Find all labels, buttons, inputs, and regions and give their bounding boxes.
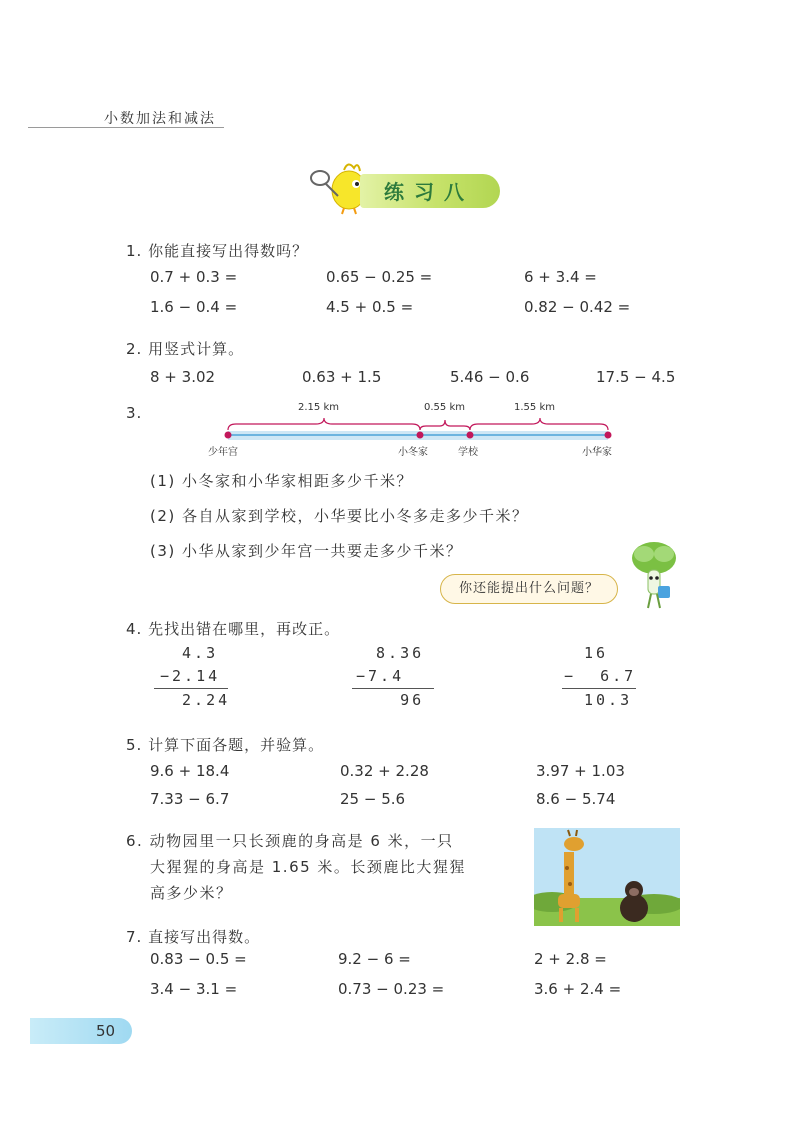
distance-label-3: 1.55 km (514, 402, 555, 413)
q4c-top: 16 (584, 644, 609, 662)
q4b-result: 96 (364, 691, 425, 709)
giraffe-gorilla-illustration (534, 828, 680, 926)
q6-line2: 大猩猩的身高是 1.65 米。长颈鹿比大猩猩 (150, 858, 466, 876)
q5-heading: 5. 计算下面各题，并验算。 (126, 736, 325, 754)
q7-item: 0.73 − 0.23 = (338, 980, 445, 998)
q4b-rule (352, 688, 434, 689)
place-label-xiaohua-home: 小华家 (582, 447, 612, 458)
header-divider (28, 127, 224, 128)
q3-sub3: (3) 小华从家到少年宫一共要走多少千米？ (150, 542, 463, 560)
q4b-top: 8.36 (364, 644, 425, 662)
q2-item: 17.5 − 4.5 (596, 368, 676, 386)
point-school (467, 432, 474, 439)
q3-number: 3. (126, 404, 143, 422)
q1-item: 0.82 − 0.42 = (524, 298, 631, 316)
q7-item: 9.2 − 6 = (338, 950, 411, 968)
q6-line1: 6. 动物园里一只长颈鹿的身高是 6 米，一只 (126, 832, 454, 850)
point-xiaodong-home (417, 432, 424, 439)
q7-item: 2 + 2.8 = (534, 950, 607, 968)
point-xiaohua-home (605, 432, 612, 439)
q7-item: 3.4 − 3.1 = (150, 980, 238, 998)
brace-segment-2 (420, 420, 470, 430)
q7-item: 0.83 − 0.5 = (150, 950, 247, 968)
q2-item: 8 + 3.02 (150, 368, 216, 386)
q6-line3: 高多少米？ (150, 884, 233, 902)
place-label-shaoniangong: 少年宫 (208, 447, 238, 458)
q4a-subtrahend: −2.14 (160, 667, 221, 685)
q5-item: 0.32 + 2.28 (340, 762, 429, 780)
q1-item: 0.65 − 0.25 = (326, 268, 433, 286)
place-label-xiaodong-home: 小冬家 (398, 447, 428, 458)
q7-heading: 7. 直接写出得数。 (126, 928, 261, 946)
q2-item: 0.63 + 1.5 (302, 368, 382, 386)
q7-item: 3.6 + 2.4 = (534, 980, 622, 998)
q5-item: 7.33 − 6.7 (150, 790, 230, 808)
q5-item: 9.6 + 18.4 (150, 762, 230, 780)
q5-item: 25 − 5.6 (340, 790, 406, 808)
q4c-rule (562, 688, 636, 689)
page-title: 练习八 (384, 180, 474, 204)
q1-item: 0.7 + 0.3 = (150, 268, 238, 286)
section-title: 小数加法和减法 (104, 111, 216, 127)
cabbage-mascot-illustration (624, 540, 684, 614)
q1-item: 4.5 + 0.5 = (326, 298, 414, 316)
page-number-tab (30, 1018, 132, 1044)
distance-label-1: 2.15 km (298, 402, 339, 413)
q4a-rule (154, 688, 228, 689)
q4c-result: 10.3 (584, 691, 633, 709)
q3-sub2: (2) 各自从家到学校，小华要比小冬多走多少千米？ (150, 507, 529, 525)
q4a-top: 4.3 (170, 644, 219, 662)
point-shaoniangong (225, 432, 232, 439)
q4b-subtrahend: −7.4 (356, 667, 405, 685)
q4-heading: 4. 先找出错在哪里，再改正。 (126, 620, 341, 638)
q4a-result: 2.24 (170, 691, 231, 709)
q2-heading: 2. 用竖式计算。 (126, 340, 245, 358)
brace-segment-1 (228, 418, 420, 430)
q1-item: 6 + 3.4 = (524, 268, 597, 286)
q5-item: 3.97 + 1.03 (536, 762, 625, 780)
q2-item: 5.46 − 0.6 (450, 368, 530, 386)
page-number: 50 (96, 1022, 116, 1040)
q4c-subtrahend: − 6.7 (564, 667, 637, 685)
q3-sub1: (1) 小冬家和小华家相距多少千米？ (150, 472, 414, 490)
prompt-speech-bubble: 你还能提出什么问题？ (440, 574, 618, 604)
brace-segment-3 (470, 418, 608, 430)
q5-item: 8.6 − 5.74 (536, 790, 616, 808)
distance-label-2: 0.55 km (424, 402, 465, 413)
place-label-school: 学校 (458, 447, 478, 458)
q1-item: 1.6 − 0.4 = (150, 298, 238, 316)
q1-heading: 1. 你能直接写出得数吗？ (126, 242, 309, 260)
